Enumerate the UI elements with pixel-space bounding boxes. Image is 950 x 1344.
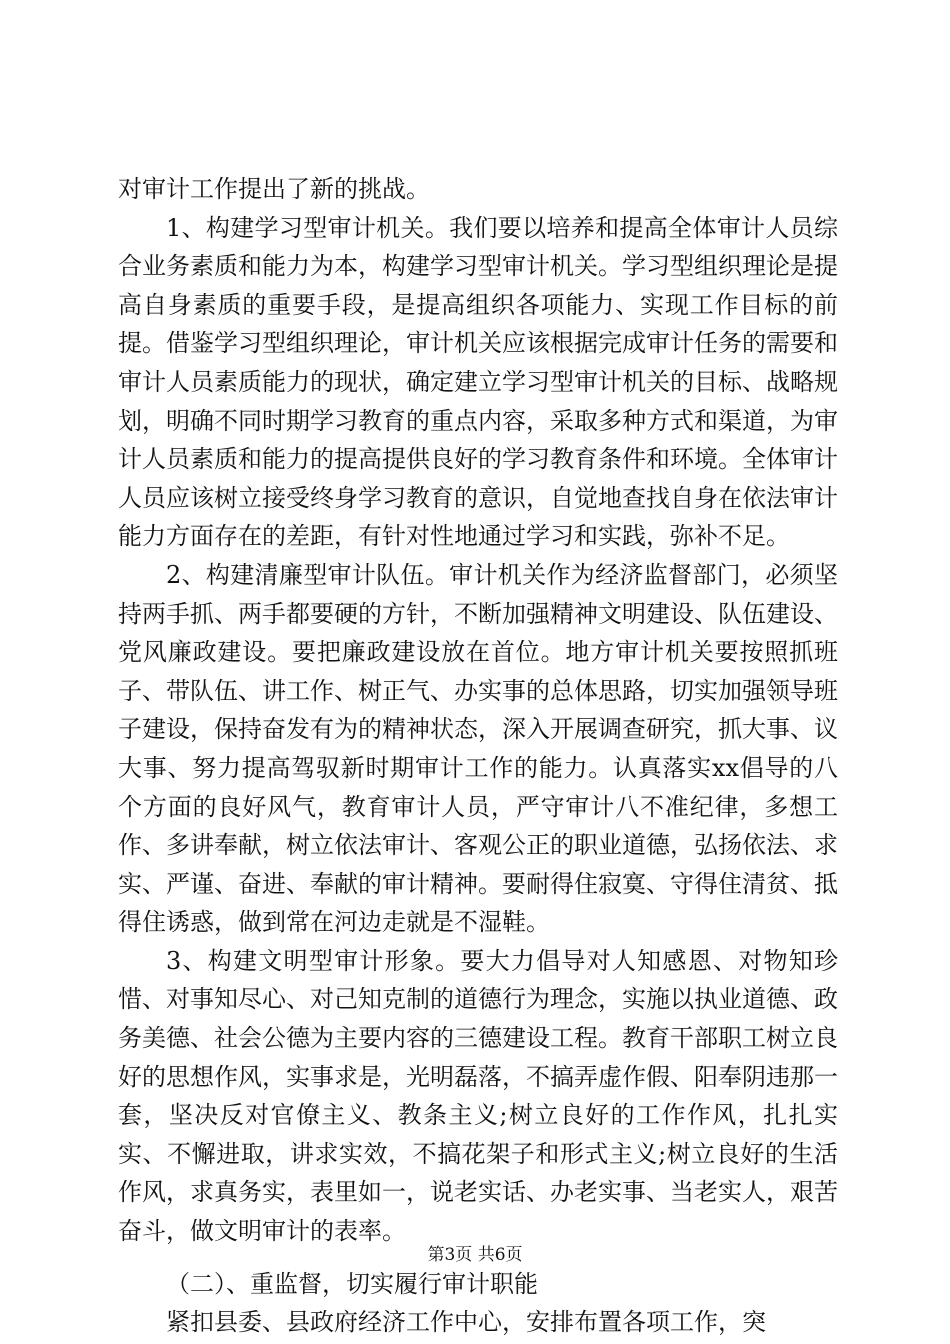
paragraph-civilized-image: 3、构建文明型审计形象。要大力倡导对人知感恩、对物知珍惜、对事知尽心、对己知克制的道德行为理念，实施以执业道德、政务美德、社会公德为主要内容的三德建设工程。教育干部职工树立良好的思想作风，实事求是，光明磊落，不搞弄虚作假、阳奉阴违那一套，坚决反对官僚主义、教条主义;树立良好的工作作风，扎扎实实、不懈进取，讲求实效，不搞花架子和形式主义;树立良好的生活作风，求真务实，表里如一，说老实话、办老实事、当老实人，艰苦奋斗，做文明审计的表率。 — [118, 946, 838, 1246]
paragraph-supervision: 紧扣县委、县政府经济工作中心，安排布置各项工作，突 — [166, 1308, 766, 1337]
paragraph-clean-team: 2、构建清廉型审计队伍。审计机关作为经济监督部门，必须坚持两手抓、两手都要硬的方针，不断加强精神文明建设、队伍建设、党风廉政建设。要把廉政建设放在首位。地方审计机关要按照抓班子、带队伍、讲工作、树正气、办实事的总体思路，切实加强领导班子建设，保持奋发有为的精神状态，深入开展调查研究，抓大事、议大事、努力提高驾驭新时期审计工作的能力。认真落实xx倡导的八个方面的良好风气，教育审计人员，严守审计八不准纪律，多想工作、多讲奉献，树立依法审计、客观公正的职业道德，弘扬依法、求实、严谨、奋进、奉献的审计精神。要耐得住寂寞、守得住清贫、抵得住诱惑，做到常在河边走就是不湿鞋。 — [118, 560, 838, 937]
page-number-footer: 第3页 共6页 — [427, 1245, 523, 1265]
document-body — [118, 170, 838, 1342]
section-heading: （二）、重监督，切实履行审计职能 — [166, 1269, 538, 1298]
paragraph-continuation: 对审计工作提出了新的挑战。 — [118, 175, 430, 203]
paragraph-learning-organization: 1、构建学习型审计机关。我们要以培养和提高全体审计人员综合业务素质和能力为本，构建学习型审计机关。学习型组织理论是提高自身素质的重要手段，是提高组织各项能力、实现工作目标的前提。借鉴学习型组织理论，审计机关应该根据完成审计任务的需要和审计人员素质能力的现状，确定建立学习型审计机关的目标、战略规划，明确不同时期学习教育的重点内容，采取多种方式和渠道，为审计人员素质和能力的提高提供良好的学习教育条件和环境。全体审计人员应该树立接受终身学习教育的意识，自觉地查找自身在依法审计能力方面存在的差距，有针对性地通过学习和实践，弥补不足。 — [118, 213, 838, 551]
